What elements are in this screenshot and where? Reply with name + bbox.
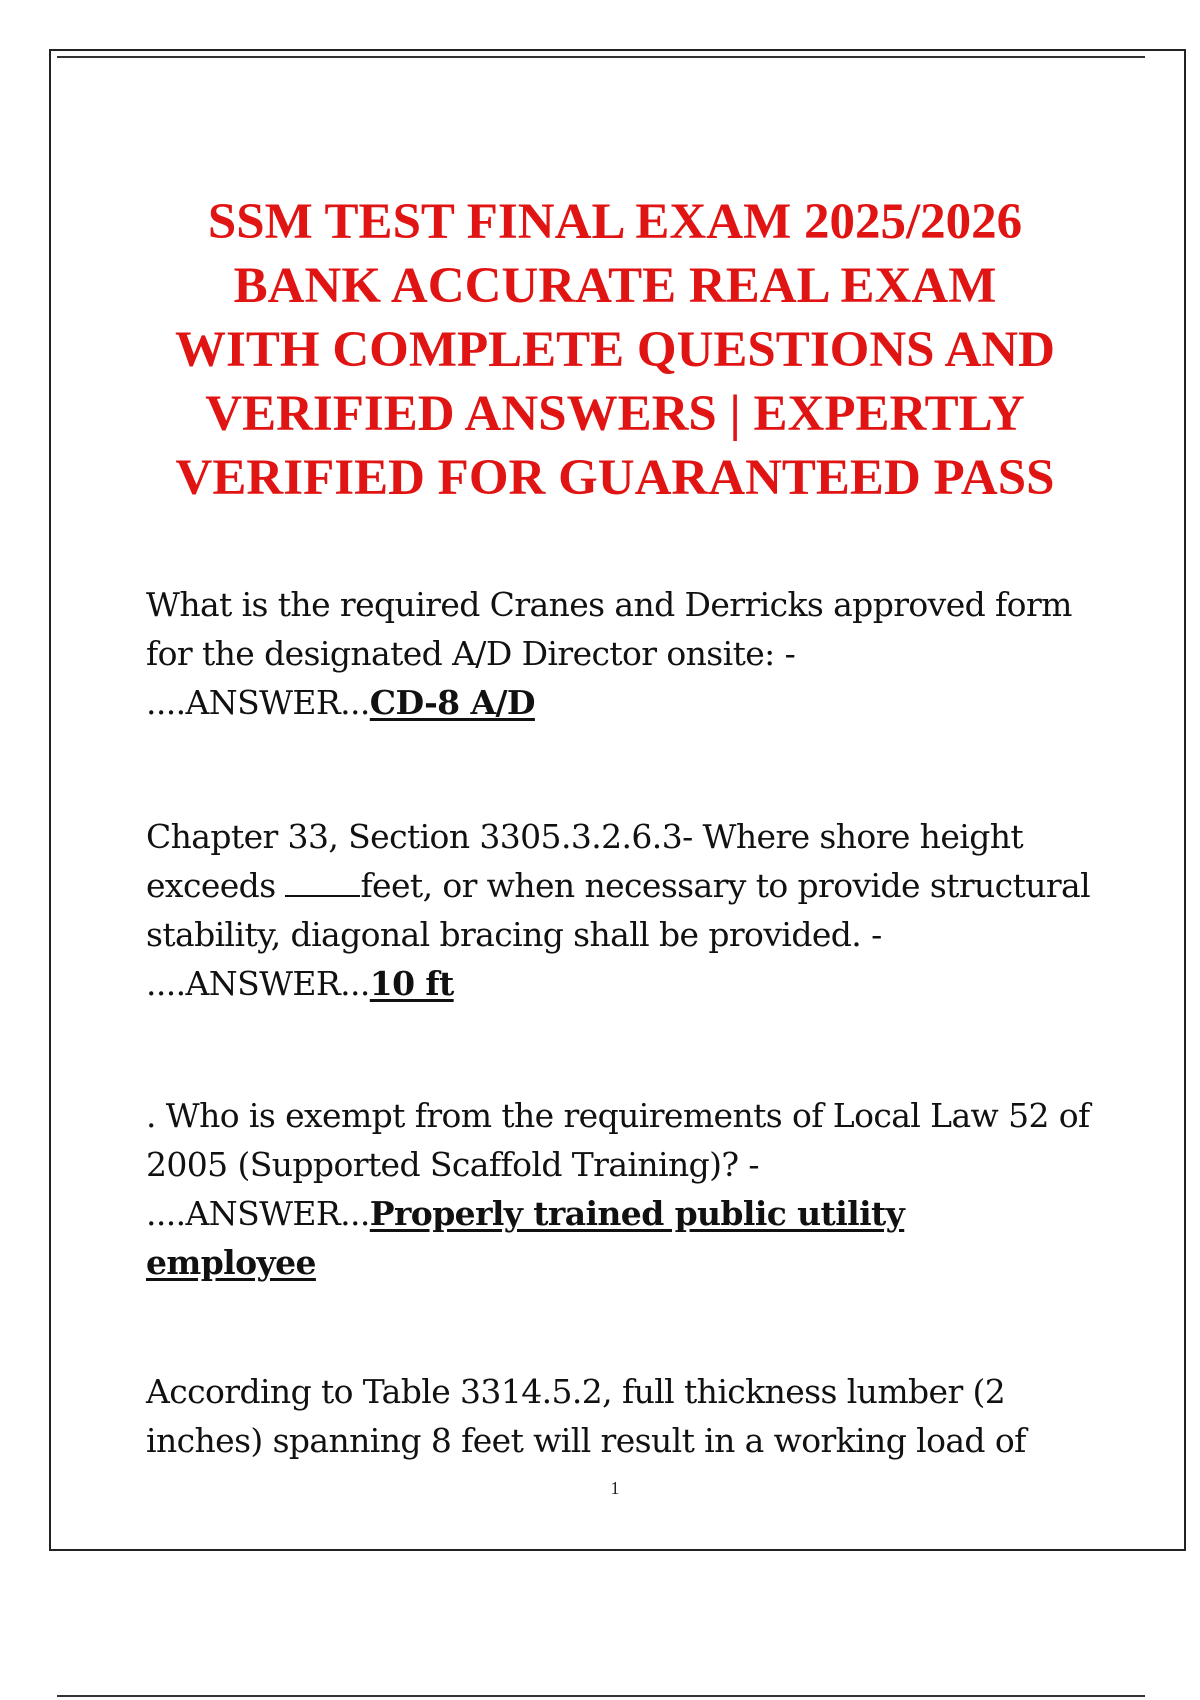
answer-line-continued bbox=[146, 1238, 1096, 1287]
answer-prefix: ....ANSWER... bbox=[146, 964, 370, 1003]
fill-in-blank bbox=[285, 869, 360, 897]
question-text: stability, diagonal bracing shall be provided. - bbox=[146, 915, 882, 954]
question-text-with-blank bbox=[146, 861, 1096, 910]
question-text-segment: feet, or when necessary to provide structural bbox=[360, 866, 1091, 905]
question-text: Chapter 33, Section 3305.3.2.6.3- Where shore height bbox=[146, 817, 1024, 856]
page-number: 1 bbox=[610, 1478, 620, 1498]
answer-line bbox=[146, 959, 1096, 1008]
answer-text: employee bbox=[146, 1243, 316, 1282]
question-text: According to Table 3314.5.2, full thickness lumber (2 bbox=[146, 1372, 1006, 1411]
question-block-1 bbox=[146, 580, 1096, 727]
question-text: What is the required Cranes and Derricks approved form bbox=[146, 585, 1072, 624]
answer-text: Properly trained public utility bbox=[369, 1194, 905, 1233]
answer-prefix: ....ANSWER... bbox=[146, 683, 370, 722]
answer-prefix: ....ANSWER... bbox=[146, 1194, 370, 1233]
document-title bbox=[110, 190, 1120, 510]
answer-text: 10 ft bbox=[369, 964, 454, 1003]
question-text: 2005 (Supported Scaffold Training)? - bbox=[146, 1145, 759, 1184]
question-text: for the designated A/D Director onsite: - bbox=[146, 634, 796, 673]
title-line: VERIFIED FOR GUARANTEED PASS bbox=[175, 450, 1055, 506]
question-block-2 bbox=[146, 812, 1096, 1008]
answer-line bbox=[146, 678, 1096, 727]
question-text-segment: exceeds bbox=[146, 866, 286, 905]
question-block-3 bbox=[146, 1091, 1096, 1287]
question-block-4 bbox=[146, 1367, 1096, 1465]
title-line: VERIFIED ANSWERS | EXPERTLY bbox=[205, 386, 1025, 442]
answer-line bbox=[146, 1189, 1096, 1238]
title-line: SSM TEST FINAL EXAM 2025/2026 bbox=[207, 194, 1023, 250]
title-line: BANK ACCURATE REAL EXAM bbox=[233, 258, 997, 314]
bottom-rule bbox=[57, 1695, 1145, 1697]
top-rule bbox=[57, 56, 1145, 58]
question-text: inches) spanning 8 feet will result in a working load of bbox=[146, 1421, 1026, 1460]
title-line: WITH COMPLETE QUESTIONS AND bbox=[175, 322, 1055, 378]
question-text: . Who is exempt from the requirements of Local Law 52 of bbox=[146, 1096, 1090, 1135]
answer-text: CD-8 A/D bbox=[369, 683, 535, 722]
